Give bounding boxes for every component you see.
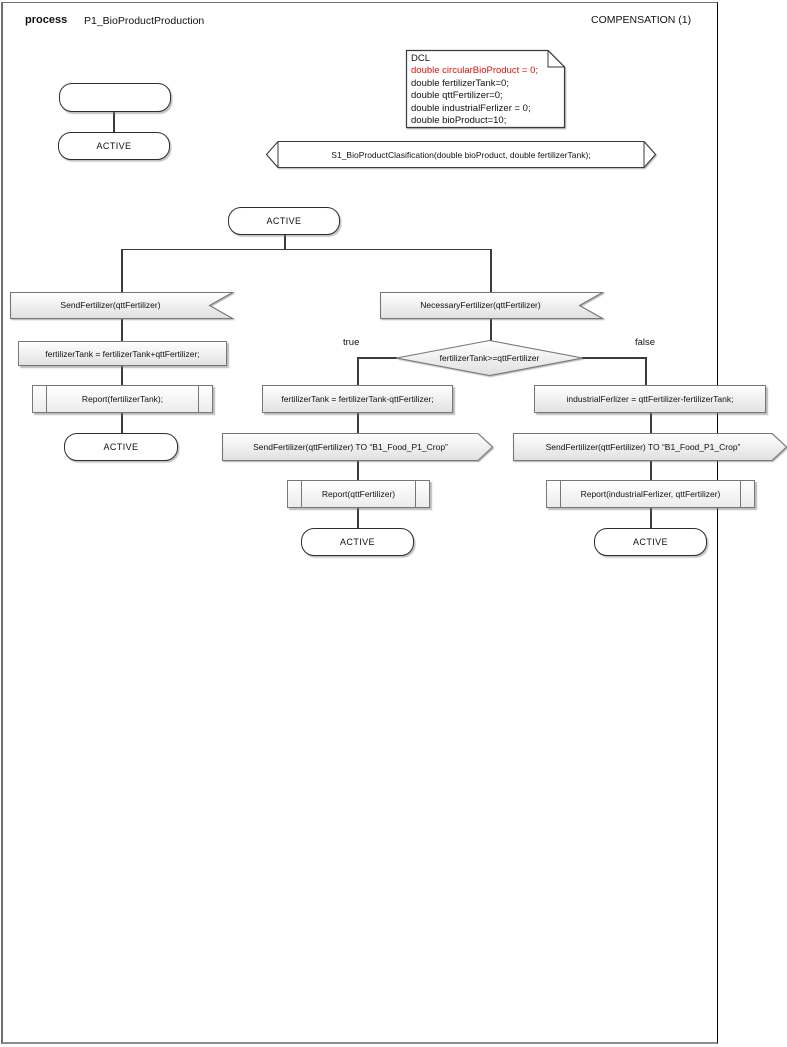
task-label: fertilizerTank = fertilizerTank+qttFertilizer;	[45, 348, 200, 359]
state-label: ACTIVE	[96, 140, 132, 151]
decision-diamond[interactable]	[396, 340, 583, 376]
connector	[357, 507, 359, 529]
state-active-top[interactable]	[58, 132, 170, 160]
dcl-title: DCL	[411, 53, 431, 64]
state-active-middle[interactable]	[301, 528, 414, 556]
connector	[650, 507, 652, 529]
connector	[121, 249, 123, 293]
connector	[357, 357, 359, 386]
process-keyword: process	[25, 14, 68, 26]
task-label: industrialFerlizer = qttFertilizer-fertilizerTank;	[566, 394, 734, 404]
process-name: P1_BioProductProduction	[84, 15, 205, 27]
connector	[650, 412, 652, 434]
state-label: ACTIVE	[340, 537, 375, 547]
connector	[121, 318, 123, 343]
page-label: COMPENSATION (1)	[591, 14, 692, 26]
connector	[284, 234, 286, 249]
state-active-right[interactable]	[594, 528, 707, 556]
signal-declaration[interactable]	[266, 141, 656, 168]
state-label: ACTIVE	[103, 442, 139, 452]
decision-false-label: false	[635, 337, 656, 348]
connector-true	[357, 357, 397, 359]
output-label: SendFertilizer(qttFertilizer) TO “B1_Food_P1_Crop”	[253, 442, 448, 452]
procedure-label: Report(fertilizerTank);	[81, 394, 164, 404]
task-subtract-fertilizer[interactable]	[262, 385, 453, 413]
output-send-fertilizer-false[interactable]	[513, 433, 787, 461]
output-send-fertilizer-true[interactable]	[222, 433, 493, 461]
dcl-line: double circularBioProduct = 0;	[411, 65, 539, 77]
procedure-report-right[interactable]	[546, 480, 755, 508]
task-industrial-fertilizer[interactable]	[534, 385, 766, 413]
decision-condition: fertilizerTank>=qttFertilizer	[439, 353, 540, 363]
connector	[357, 460, 359, 481]
start-state[interactable]	[59, 83, 171, 112]
dcl-line: double qttFertilizer=0;	[411, 90, 503, 102]
task-add-fertilizer[interactable]	[18, 341, 227, 366]
connector-false	[582, 357, 646, 359]
decision-true-label: true	[343, 337, 360, 348]
connector	[490, 249, 492, 293]
connector	[121, 249, 491, 251]
input-label: NecessaryFertilizer(qttFertilizer)	[420, 300, 541, 310]
state-label: ACTIVE	[633, 537, 668, 547]
connector	[645, 357, 647, 386]
connector	[357, 412, 359, 434]
procedure-report-left[interactable]	[32, 385, 213, 413]
procedure-label: Report(industrialFerlizer, qttFertilizer)	[580, 489, 721, 499]
procedure-report-middle[interactable]	[287, 480, 430, 508]
state-active-left[interactable]	[64, 433, 178, 461]
state-label: ACTIVE	[266, 215, 302, 226]
dcl-declaration-note[interactable]	[406, 50, 565, 128]
connector	[650, 460, 652, 481]
connector	[121, 412, 123, 434]
output-label: SendFertilizer(qttFertilizer) TO “B1_Food_P1_Crop”	[545, 442, 741, 452]
dcl-line: double fertilizerTank=0;	[411, 77, 509, 89]
input-label: SendFertilizer(qttFertilizer)	[60, 300, 161, 310]
dcl-line: double industrialFerlizer = 0;	[411, 102, 531, 114]
input-necessary-fertilizer[interactable]	[380, 292, 603, 319]
procedure-label: Report(qttFertilizer)	[321, 489, 396, 499]
signal-declaration-label: S1_BioProductClasification(double bioProduct, double fertilizerTank);	[331, 149, 591, 160]
connector	[121, 365, 123, 386]
input-send-fertilizer[interactable]	[10, 292, 233, 319]
state-active-main[interactable]	[228, 207, 340, 235]
task-label: fertilizerTank = fertilizerTank-qttFertilizer;	[281, 394, 434, 404]
dcl-line: double bioProduct=10;	[411, 115, 507, 127]
connector	[113, 112, 115, 132]
connector	[490, 318, 492, 341]
